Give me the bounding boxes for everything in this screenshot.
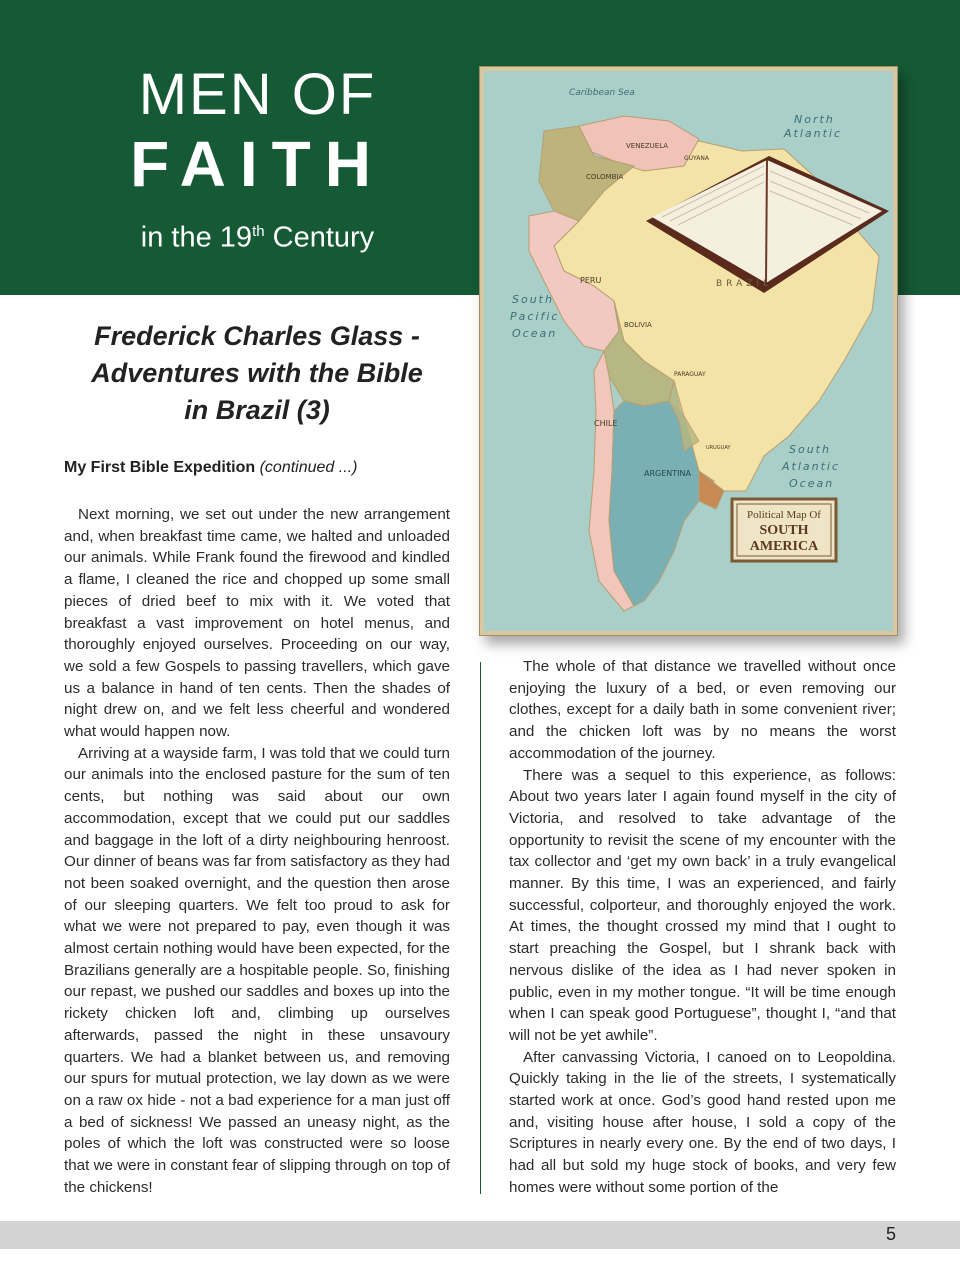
map-label-brazil: BRAZIL — [716, 279, 773, 289]
article-title-line-1: Frederick Charles Glass - — [94, 321, 420, 351]
title-line-2: FAITH — [130, 128, 385, 200]
map-label-north-atlantic-2: Atlantic — [784, 127, 843, 140]
article-title-line-3: in Brazil (3) — [184, 395, 330, 425]
right-paragraph-2: There was a sequel to this experience, as follows: About two years later I again found myself in the city of Victoria, and resolved to take advantage of the opportunity to revisit the scene of my encounter with the tax collector and ‘get my own back’ in a truly evangelical manner. By this time, I was an experienced, and fairly successful, colporteur, and thoroughly enjoyed the work. At times, the thought crossed my mind that I ought to start preaching the Gospel, but I shrank back with nervous dislike of the idea as I had never spoken in public, even in my mother tongue. “It will be time enough when I can speak good Portuguese”, thought I, “and that will not be yet awhile”. — [509, 766, 896, 1044]
map-label-south-atlantic-2: Atlantic — [782, 460, 841, 473]
map-label-caribbean: Caribbean Sea — [569, 88, 635, 98]
map-label-paraguay: PARAGUAY — [674, 371, 706, 378]
article-title — [62, 318, 452, 429]
article-title-line-2: Adventures with the Bible — [91, 358, 423, 388]
subtitle-sup: th — [252, 223, 265, 240]
map-label-south-atlantic-1: South — [789, 443, 831, 456]
map-label-colombia: COLOMBIA — [586, 173, 624, 181]
left-paragraph-2: Arriving at a wayside farm, I was told that we could turn our animals into the enclosed pasture for the sum of ten cents, but nothing was said about our own accommodation, except that we could put our saddles and baggage in the loft of a dirty neighbouring henroost. Our dinner of beans was far from satisfactory as they had not been soaked overnight, and the question then arose of our sleeping quarters. We felt too proud to ask for what we were not prepared to pay, even though it was almost certain nothing would have been expected, for the Brazilians generally are a hospitable people. So, finishing our repast, we pushed our saddles and boxes up into the rickety chicken loft and, climbing up ourselves afterwards, passed the night in these unsavoury quarters. We had a blanket between us, and removing our spurs for mutual protection, we lay down as we were on a raw ox hide - not a bad experience for a man just off a bed of sickness! We passed an uneasy night, as the poles of which the loft was constructed were so loose that we were in constant fear of slipping through on top of the chickens! — [64, 744, 450, 1196]
right-paragraph-1: The whole of that distance we travelled without once enjoying the luxury of a bed, or even removing our clothes, except for a daily bath in some convenient river; and the chicken loft was by no means the worst accommodation of the journey. — [509, 658, 896, 762]
south-america-map — [479, 66, 898, 636]
left-column — [64, 504, 450, 1199]
map-label-south-pacific-2: Pacific — [510, 310, 560, 323]
column-divider — [480, 662, 481, 1194]
plaque-line-1: Political Map Of — [747, 509, 821, 521]
map-label-uruguay: URUGUAY — [706, 445, 731, 451]
title-subtitle — [120, 212, 395, 258]
map-label-south-pacific-1: South — [512, 293, 554, 306]
page-number: 5 — [885, 1224, 896, 1244]
plaque-line-2: SOUTH — [759, 523, 809, 538]
map-label-bolivia: BOLIVIA — [624, 321, 652, 329]
right-column — [509, 656, 896, 1199]
map-title-plaque — [732, 499, 836, 561]
section-heading-note: (continued ...) — [259, 459, 358, 476]
map-label-peru: PERU — [580, 276, 602, 285]
map-label-south-pacific-3: Ocean — [512, 327, 558, 340]
map-illustration — [484, 71, 893, 631]
map-label-venezuela: VENEZUELA — [626, 142, 669, 150]
left-paragraph-1: Next morning, we set out under the new arrangement and, when breakfast time came, we halted and unloaded our animals. While Frank found the firewood and kindled a flame, I cleaned the rice and chopped up some small pieces of dried beef to mix with it. We voted that breakfast a vast improvement on hotel menus, and thoroughly enjoyed ourselves. Proceeding on our way, we sold a few Gospels to passing travellers, which gave us a balance in hand of ten cents. Then the shades of night drew on, and we felt less cheerful and wondered what would happen now. — [64, 506, 450, 741]
right-paragraph-3: After canvassing Victoria, I canoed on to Leopoldina. Quickly taking in the lie of the streets, I systematically started work at once. God’s good hand rested upon me and, visiting house after house, I sold a copy of the Scriptures in nearly every one. By the end of two days, I had all but sold my huge stock of books, and very few homes were without some portion of the — [509, 1048, 896, 1196]
section-heading — [64, 459, 357, 477]
map-label-argentina: ARGENTINA — [644, 469, 691, 478]
subtitle-post: Century — [264, 221, 375, 254]
section-heading-text: My First Bible Expedition — [64, 459, 256, 476]
plaque-line-3: AMERICA — [749, 539, 819, 554]
map-label-guyana: GUYANA — [684, 155, 709, 162]
title-line-1: MEN OF — [138, 62, 377, 127]
map-label-north-atlantic-1: North — [794, 113, 835, 126]
footer-bar — [0, 1221, 960, 1249]
subtitle-pre: in the 19 — [140, 221, 253, 254]
map-label-south-atlantic-3: Ocean — [789, 477, 835, 490]
map-label-chile: CHILE — [594, 419, 618, 428]
